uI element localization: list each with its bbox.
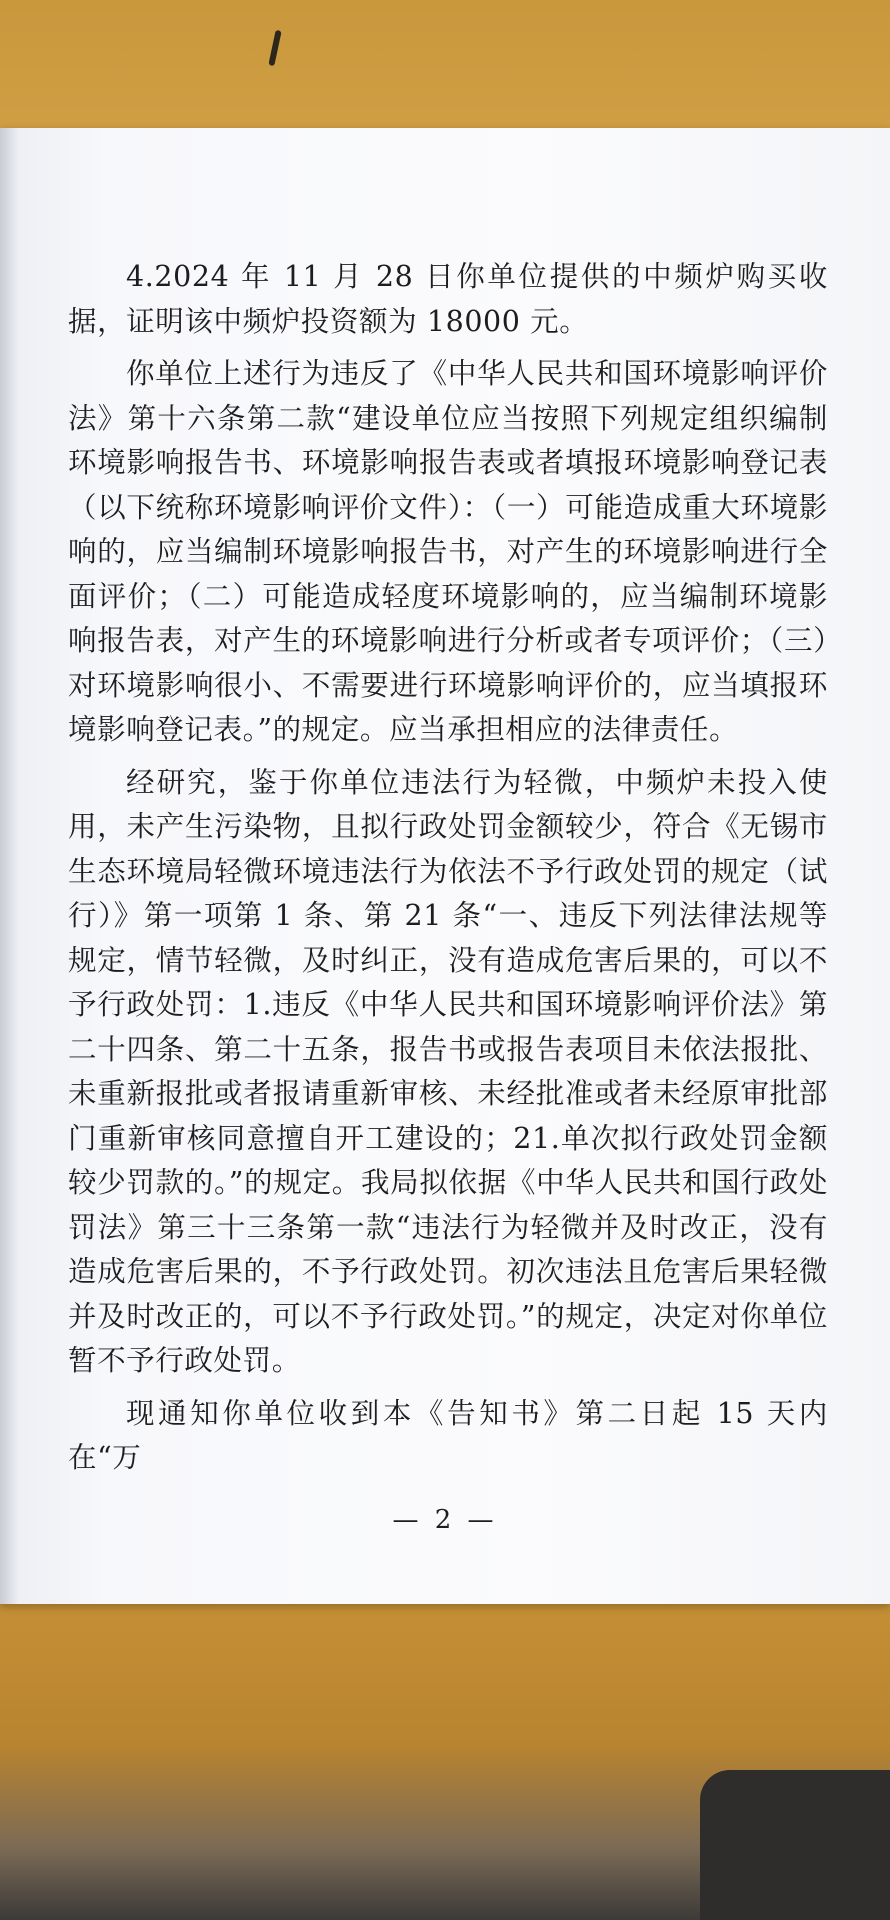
page-edge-shadow bbox=[0, 128, 18, 1604]
document-body bbox=[68, 255, 828, 1481]
paragraph-decision: 经研究，鉴于你单位违法行为轻微，中频炉未投入使用，未产生污染物，且拟行政处罚金额较少，符合《无锡市生态环境局轻微环境违法行为依法不予行政处罚的规定（试行）》第一项第 1 条、第 21 条“一、违反下列法律法规等规定，情节轻微，及时纠正，没有造成危害后果的，可以不予行政处罚：1.违反《中华人民共和国环境影响评价法》第二十四条、第二十五条，报告书或报告表项目未依法报批、未重新报批或者报请重新审核、未经批准或者未经原审批部门重新审核同意擅自开工建设的；21.单次拟行政处罚金额较少罚款的。”的规定。我局拟依据《中华人民共和国行政处罚法》第三十三条第一款“违法行为轻微并及时改正，没有造成危害后果的，不予行政处罚。初次违法且危害后果轻微并及时改正的，可以不予行政处罚。”的规定，决定对你单位暂不予行政处罚。 bbox=[68, 765, 828, 1377]
document-page bbox=[0, 128, 890, 1604]
paragraph-notice: 现通知你单位收到本《告知书》第二日起 15 天内在“万 bbox=[68, 1396, 828, 1474]
pen-mark bbox=[268, 30, 281, 66]
paragraph-receipt: 4.2024 年 11 月 28 日你单位提供的中频炉购买收据，证明该中频炉投资额为 18000 元。 bbox=[68, 260, 828, 338]
paragraph-violation: 你单位上述行为违反了《中华人民共和国环境影响评价法》第十六条第二款“建设单位应当按照下列规定组织编制环境影响报告书、环境影响报告表或者填报环境影响登记表（以下统称环境影响评价文件）：（一）可能造成重大环境影响的，应当编制环境影响报告书，对产生的环境影响进行全面评价；（二）可能造成轻度环境影响的，应当编制环境影响报告表，对产生的环境影响进行分析或者专项评价；（三）对环境影响很小、不需要进行环境影响评价的，应当填报环境影响登记表。”的规定。应当承担相应的法律责任。 bbox=[68, 357, 828, 746]
dark-object bbox=[700, 1770, 890, 1920]
page-number: — 2 — bbox=[392, 1505, 498, 1535]
